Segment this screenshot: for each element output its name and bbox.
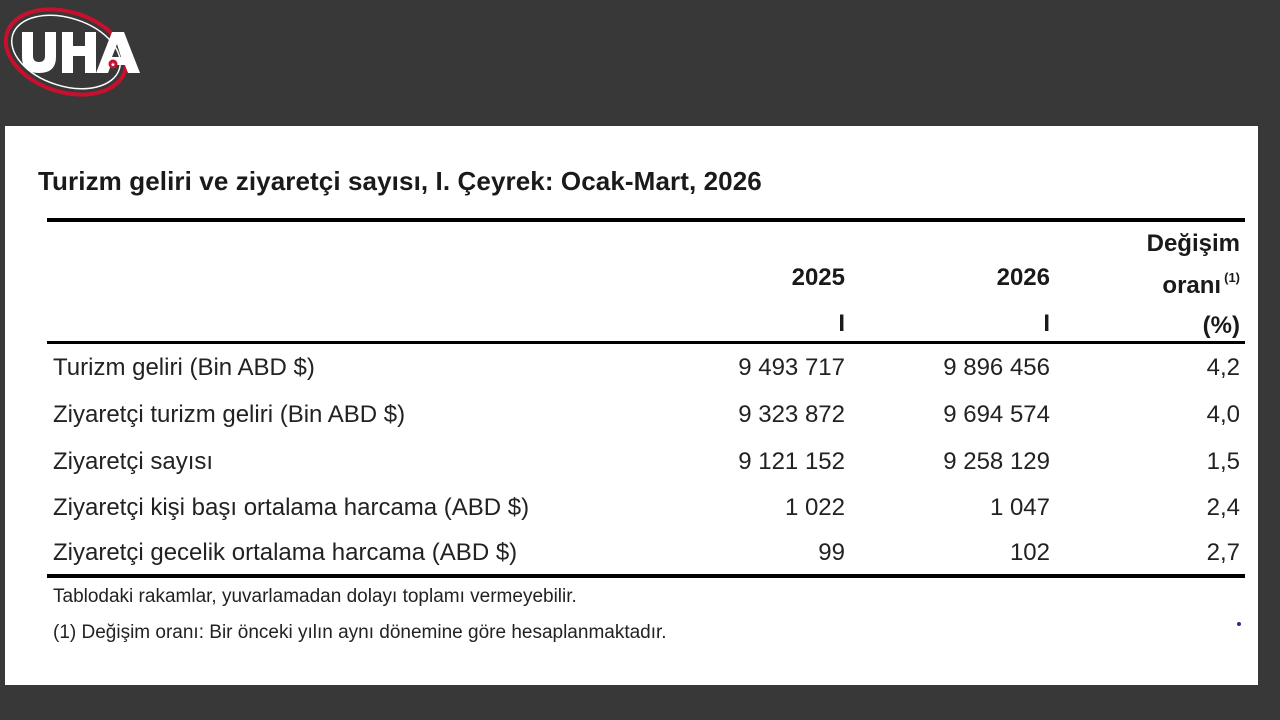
row-value-2026: 9 694 574 [943, 401, 1050, 428]
header-change-line1: Değişim [1146, 230, 1240, 257]
row-value-2026: 1 047 [989, 494, 1050, 521]
uha-logo [0, 0, 150, 100]
table-note: Tablodaki rakamlar, yuvarlamadan dolayı toplamı vermeyebilir. [53, 586, 577, 607]
row-value-2025: 99 [818, 539, 845, 566]
row-change: 4,2 [1206, 354, 1240, 381]
row-value-2025: 9 121 152 [738, 448, 845, 475]
row-change: 2,4 [1206, 494, 1240, 521]
table-footnote: (1) Değişim oranı: Bir önceki yılın aynı dönemine göre hesaplanmaktadır. [53, 622, 667, 643]
row-value-2026: 102 [1009, 539, 1050, 566]
table-row [5, 539, 1258, 585]
row-value-2026: 9 896 456 [943, 354, 1050, 381]
table-row [5, 494, 1258, 540]
row-value-2025: 1 022 [784, 494, 845, 521]
row-label: Ziyaretçi kişi başı ortalama harcama (ABD $) [53, 494, 530, 521]
header-change-line2 [1162, 272, 1240, 300]
bottom-rule [47, 574, 1245, 578]
header-2025-quarter: I [838, 310, 845, 337]
row-change: 2,7 [1206, 539, 1240, 566]
table-title: Turizm geliri ve ziyaretçi sayısı, I. Çeyrek: Ocak-Mart, 2026 [38, 166, 762, 196]
row-label: Turizm geliri (Bin ABD $) [53, 354, 315, 381]
svg-text:★: ★ [110, 61, 116, 69]
row-value-2025: 9 323 872 [738, 401, 845, 428]
row-change: 1,5 [1206, 448, 1240, 475]
row-value-2026: 9 258 129 [943, 448, 1050, 475]
header-change-label: oranı [1162, 272, 1222, 299]
decorative-dot [1237, 622, 1241, 626]
row-label: Ziyaretçi gecelik ortalama harcama (ABD $) [53, 539, 518, 566]
header-2025: 2025 [791, 264, 845, 291]
top-rule [47, 218, 1245, 222]
table-row [5, 354, 1258, 400]
header-2026-quarter: I [1043, 310, 1050, 337]
header-change-footnote: (1) [1224, 270, 1240, 285]
table-row [5, 448, 1258, 494]
row-label: Ziyaretçi turizm geliri (Bin ABD $) [53, 401, 406, 428]
table-row [5, 401, 1258, 447]
table-panel [5, 126, 1258, 685]
header-rule [47, 341, 1245, 344]
header-2026: 2026 [996, 264, 1050, 291]
row-change: 4,0 [1206, 401, 1240, 428]
row-label: Ziyaretçi sayısı [53, 448, 214, 475]
header-change-unit: (%) [1202, 312, 1240, 339]
row-value-2025: 9 493 717 [738, 354, 845, 381]
